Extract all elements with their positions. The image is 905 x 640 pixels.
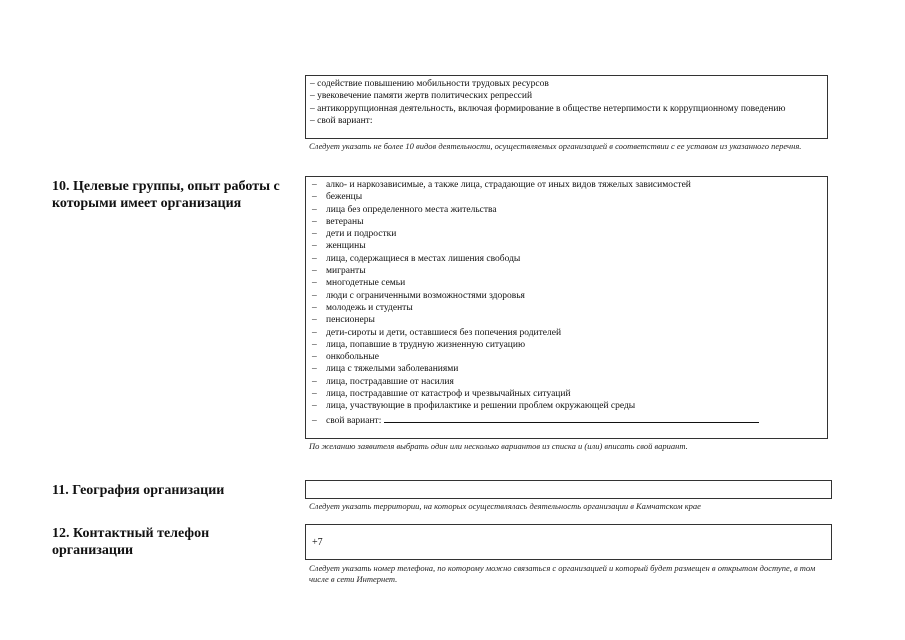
geography-field[interactable] (305, 480, 832, 499)
dash-marker: – (312, 302, 317, 313)
target-group-item[interactable]: – онкобольные (312, 352, 379, 363)
target-group-item[interactable]: – беженцы (312, 192, 363, 203)
activity-hint: Следует указать не более 10 видов деятельности, осуществляемых организацией в соответствии с ее уставом из указанного перечня. (309, 141, 802, 151)
activity-list-box (305, 75, 828, 139)
phone-value: +7 (312, 537, 323, 548)
activity-item[interactable]: – свой вариант: (310, 115, 373, 126)
target-group-item[interactable]: – лица с тяжелыми заболеваниями (312, 364, 459, 375)
dash-marker: – (312, 216, 317, 227)
target-group-item[interactable]: – дети и подростки (312, 229, 397, 240)
geography-hint: Следует указать территории, на которых осуществлялась деятельность организации в Камчатском крае (309, 501, 701, 511)
target-group-item[interactable]: – лица, попавшие в трудную жизненную ситуацию (312, 339, 526, 350)
dash-marker: – (312, 204, 317, 215)
activity-list (310, 78, 823, 127)
target-group-item[interactable]: – лица, пострадавшие от насилия (312, 376, 454, 387)
section-10-label: 10. Целевые группы, опыт работы с которыми имеет организация (52, 179, 280, 211)
dash-marker: – (312, 364, 317, 375)
dash-marker: – (312, 327, 317, 338)
target-group-item[interactable]: – лица, содержащиеся в местах лишения свободы (312, 253, 521, 264)
dash-marker: – (312, 376, 317, 387)
dash-marker: – (312, 253, 317, 264)
target-group-item[interactable]: – дети-сироты и дети, оставшиеся без попечения родителей (312, 327, 562, 338)
dash-marker: – (312, 389, 317, 400)
section-11-label: 11. География организации (52, 483, 225, 498)
dash-marker: – (312, 241, 317, 252)
dash-marker: – (312, 266, 317, 277)
dash-marker: – (312, 339, 317, 350)
section-12-label: 12. Контактный телефон организации (52, 526, 210, 558)
custom-variant-line[interactable] (384, 413, 759, 423)
dash-marker: – (312, 180, 317, 190)
target-group-item[interactable]: – лица, пострадавшие от катастроф и чрезвычайных ситуаций (312, 389, 571, 400)
phone-hint: Следует указать номер телефона, по которому можно связаться с организацией и который будет размещен в открытом доступе, в том числе в сети Интернет. (309, 563, 816, 584)
target-group-item-custom[interactable]: – свой вариант: (312, 413, 821, 427)
dash-marker: – (312, 278, 317, 289)
target-group-item[interactable]: – люди с ограниченными возможностями здоровья (312, 290, 525, 301)
target-group-item[interactable]: – женщины (312, 241, 366, 252)
target-group-item[interactable]: – лица, участвующие в профилактике и решении проблем окружающей среды (312, 401, 636, 412)
dash-marker: – (312, 401, 317, 412)
target-group-item[interactable]: – пенсионеры (312, 315, 375, 326)
target-group-item[interactable]: – молодежь и студенты (312, 302, 413, 313)
dash-marker: – (312, 192, 317, 203)
target-group-item[interactable]: – мигранты (312, 266, 366, 277)
target-groups-box (305, 176, 828, 439)
dash-marker: – (312, 352, 317, 363)
dash-marker: – (312, 229, 317, 240)
phone-field[interactable] (305, 524, 832, 560)
target-groups-hint: По желанию заявителя выбрать один или несколько вариантов из списка и (или) вписать свой вариант. (309, 441, 688, 451)
target-group-item[interactable]: – многодетные семьи (312, 278, 406, 289)
activity-item[interactable]: – содействие повышению мобильности трудовых ресурсов (310, 79, 549, 89)
target-group-item[interactable]: – лица без определенного места жительства (312, 204, 497, 215)
target-group-item[interactable]: – ветераны (312, 216, 364, 227)
dash-marker: – (312, 290, 317, 301)
dash-marker: – (312, 415, 317, 426)
activity-item[interactable]: – антикоррупционная деятельность, включая формирование в обществе нетерпимости к коррупционному поведению (310, 103, 786, 114)
activity-item[interactable]: – увековечение памяти жертв политических репрессий (310, 91, 533, 102)
dash-marker: – (312, 315, 317, 326)
target-group-item[interactable]: – алко- и наркозависимые, а также лица, страдающие от иных видов тяжелых зависимостей (312, 180, 691, 190)
target-groups-list (312, 179, 821, 427)
